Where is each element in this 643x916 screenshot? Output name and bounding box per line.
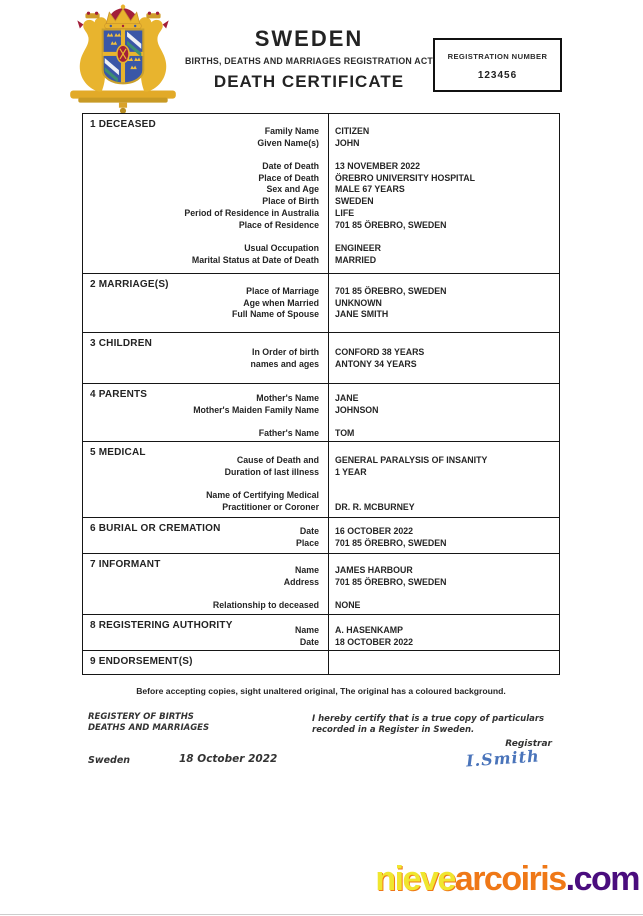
field-label: Family Name (264, 126, 319, 136)
section-8 (83, 614, 559, 650)
section-title: 9 ENDORSEMENT(S) (90, 656, 193, 667)
field-label: Address (283, 576, 319, 587)
spacer-row (83, 231, 559, 243)
copy-notice: Before accepting copies, sight unaltered original, The original has a coloured background. (136, 686, 506, 696)
field-row (83, 490, 559, 502)
section-title: 6 BURIAL OR CREMATION (90, 523, 221, 534)
field-value: 13 NOVEMBER 2022 (335, 161, 421, 172)
field-value: SWEDEN (335, 196, 374, 207)
field-value: ÖREBRO UNIVERSITY HOSPITAL (335, 172, 475, 183)
field-value: JOHN (335, 137, 360, 148)
watermark-part-3: .com (565, 860, 639, 898)
field-value: NONE (335, 600, 361, 611)
spacer-row (83, 149, 559, 161)
field-value: A. HASENKAMP (335, 625, 403, 635)
section-title: 4 PARENTS (90, 389, 148, 400)
field-label: Date of Death (262, 161, 319, 172)
column-divider (328, 651, 329, 674)
section-rows (83, 442, 559, 513)
field-label: Period of Residence in Australia (184, 207, 319, 218)
section-title: 5 MEDICAL (90, 447, 146, 458)
section-9 (83, 650, 559, 674)
registry-office-block (88, 712, 209, 734)
field-row (83, 161, 559, 173)
field-value: 18 OCTOBER 2022 (335, 636, 414, 647)
field-value: LIFE (335, 207, 355, 218)
field-row (83, 625, 559, 637)
registrar-signature: I.Smith (465, 746, 541, 771)
field-row (83, 359, 559, 371)
field-label: Name (295, 565, 319, 575)
field-value: 16 OCTOBER 2022 (335, 526, 414, 536)
field-label: Cause of Death and (236, 455, 319, 465)
section-7 (83, 553, 559, 614)
field-row (83, 637, 559, 649)
section-rows (83, 384, 559, 440)
field-row (83, 577, 559, 589)
field-row (83, 502, 559, 514)
field-value: CONFORD 38 YEARS (335, 347, 425, 357)
watermark-part-1: nieve (375, 860, 455, 898)
field-row (83, 286, 559, 298)
section-rows (83, 333, 559, 370)
field-label: names and ages (250, 358, 319, 369)
field-row (83, 455, 559, 467)
section-rows (83, 274, 559, 321)
field-value: 701 85 ÖREBRO, SWEDEN (335, 286, 447, 296)
section-title: 2 MARRIAGE(S) (90, 279, 169, 290)
field-value: 701 85 ÖREBRO, SWEDEN (335, 576, 447, 587)
field-row (83, 526, 559, 538)
spacer-row (83, 478, 559, 490)
field-value: CITIZEN (335, 126, 370, 136)
field-value: JAMES HARBOUR (335, 565, 413, 575)
section-rows (83, 518, 559, 549)
registry-line-1: REGISTERY OF BIRTHS (88, 712, 194, 722)
page-bottom-divider (0, 914, 643, 915)
field-row (83, 173, 559, 185)
field-row (83, 255, 559, 267)
watermark-part-2: arcoiris (454, 860, 566, 898)
field-value: UNKNOWN (335, 297, 382, 308)
certify-statement: I hereby certify that is a true copy of particulars recorded in a Register in Sweden. (312, 714, 545, 735)
spacer-row (83, 588, 559, 600)
field-label: Marital Status at Date of Death (191, 254, 319, 265)
field-value: ANTONY 34 YEARS (335, 358, 417, 369)
field-label: Place of Birth (262, 196, 319, 207)
section-3 (83, 332, 559, 383)
field-label: Full Name of Spouse (231, 309, 319, 320)
field-label: Mother's Maiden Family Name (193, 404, 319, 415)
field-label: Father's Name (258, 428, 319, 439)
field-row (83, 393, 559, 405)
section-1 (83, 114, 559, 273)
field-label: Name of Certifying Medical (206, 490, 319, 501)
registration-number-label: REGISTRATION NUMBER (447, 52, 548, 61)
site-watermark (375, 860, 639, 899)
field-row (83, 309, 559, 321)
section-2 (83, 273, 559, 332)
field-row (83, 428, 559, 440)
header-text-block (183, 26, 435, 92)
issue-date: 18 October 2022 (179, 753, 278, 765)
issue-place: Sweden (88, 755, 131, 766)
field-label: Usual Occupation (244, 242, 319, 253)
field-row (83, 405, 559, 417)
field-label: Place of Residence (238, 219, 319, 230)
spacer-row (83, 416, 559, 428)
field-row (83, 196, 559, 208)
section-title: 7 INFORMANT (90, 559, 161, 570)
field-value: JANE (335, 393, 359, 403)
field-label: Place (296, 537, 319, 548)
section-rows (83, 114, 559, 266)
registry-line-2: DEATHS AND MARRIAGES (88, 723, 210, 733)
field-label: Place of Marriage (246, 286, 319, 296)
field-value: MALE 67 YEARS (335, 184, 405, 195)
field-label: Date (299, 636, 319, 647)
field-row (83, 220, 559, 232)
section-6 (83, 517, 559, 553)
field-row (83, 565, 559, 577)
section-title: 3 CHILDREN (90, 338, 153, 349)
field-row (83, 184, 559, 196)
field-label: Sex and Age (266, 184, 319, 195)
certificate-table (82, 113, 560, 675)
coat-of-arms-graphic (58, 4, 188, 116)
section-title: 1 DECEASED (90, 119, 156, 130)
field-label: Place of Death (258, 172, 319, 183)
section-title: 8 REGISTERING AUTHORITY (90, 620, 233, 631)
field-label: Duration of last illness (224, 466, 319, 477)
field-label: Relationship to deceased (212, 600, 319, 611)
document-title: DEATH CERTIFICATE (213, 72, 405, 91)
section-rows (83, 615, 559, 648)
field-row (83, 138, 559, 150)
field-label: Name (295, 625, 319, 635)
field-row (83, 467, 559, 479)
country-title: SWEDEN (254, 26, 364, 51)
field-label: In Order of birth (252, 347, 319, 357)
registrar-label: Registrar (505, 739, 552, 749)
section-4 (83, 383, 559, 441)
registration-number-value: 123456 (477, 70, 518, 81)
field-value (328, 490, 335, 502)
field-label: Age when Married (243, 297, 319, 308)
field-value: MARRIED (335, 254, 377, 265)
field-row (83, 600, 559, 612)
field-value: DR. R. MCBURNEY (335, 501, 415, 512)
sweden-coat-of-arms (58, 4, 188, 116)
field-label: Given Name(s) (257, 137, 319, 148)
field-row (83, 126, 559, 138)
field-row (83, 208, 559, 220)
field-value: ENGINEER (335, 242, 381, 253)
section-5 (83, 441, 559, 517)
field-value: JANE SMITH (335, 309, 389, 320)
field-row (83, 298, 559, 310)
registration-number-box (433, 38, 562, 92)
field-label: Date (299, 526, 319, 536)
field-label: Practitioner or Coroner (222, 501, 319, 512)
field-value: 701 85 ÖREBRO, SWEDEN (335, 219, 447, 230)
field-label: Mother's Name (256, 393, 319, 403)
field-value: 701 85 ÖREBRO, SWEDEN (335, 537, 447, 548)
field-value: JOHNSON (335, 404, 379, 415)
field-value: TOM (335, 428, 355, 439)
field-row (83, 243, 559, 255)
section-rows (83, 554, 559, 612)
field-value: 1 YEAR (335, 466, 367, 477)
field-row (83, 347, 559, 359)
field-value: GENERAL PARALYSIS OF INSANITY (335, 455, 488, 465)
field-row (83, 538, 559, 550)
act-subtitle: BIRTHS, DEATHS AND MARRIAGES REGISTRATION ACT (185, 56, 433, 66)
